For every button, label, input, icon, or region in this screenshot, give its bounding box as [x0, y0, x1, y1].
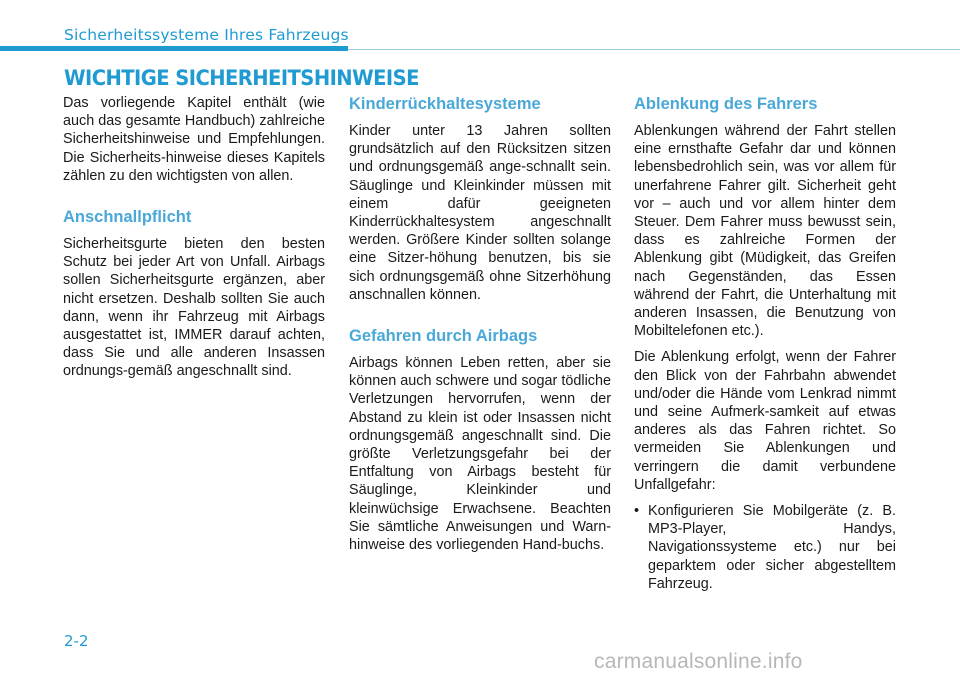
anschnallpflicht-paragraph: Sicherheitsgurte bieten den besten Schutz bei jeder Art von Unfall. Airbags sollen Sicherheitsgurte ergänzen, aber nicht ersetzen. Deshalb sollten Sie auch dann, wenn ihr Fahrzeug mit Airbags ausgestattet ist, IMMER darauf achten, dass Sie und alle anderen Insassen ordnungs-gemäß angeschnallt sind. [63, 236, 325, 380]
gefahren-airbags-paragraph: Airbags können Leben retten, aber sie können auch schwere und sogar tödliche Verletzungen hervorrufen, wenn der Abstand zu klein ist oder Insassen nicht ordnungsgemäß angeschnallt sind. Die größte Verletzungsgefahr bei der Entfaltung von Airbags besteht für Säuglinge, Kleinkinder und kleinwüchsige Erwachsene. Beachten Sie sämtliche Anweisungen und Warn-hinweise des vorliegenden Hand-buchs. [349, 355, 611, 554]
watermark: carmanualsonline.info [594, 650, 803, 673]
kinderrueckhaltesysteme-paragraph: Kinder unter 13 Jahren sollten grundsätzlich auf den Rücksitzen sitzen und ordnungsgemäß ange-schnallt sein. Säuglinge und Kleinkinder müssen mit einem dafür geeigneten Kinderrückhaltesystem angeschnallt werden. Größere Kinder sollten solange eine Sitzer-höhung benutzen, bis sie sich ordnungsgemäß ohne Sitzerhöhung anschnallen können. [349, 123, 611, 303]
heading-anschnallpflicht: Anschnallpflicht [63, 208, 192, 227]
main-heading: WICHTIGE SICHERHEITSHINWEISE [64, 66, 419, 90]
list-item-text: Konfigurieren Sie Mobilgeräte (z. B. MP3-Player, Handys, Navigationssysteme etc.) nur bei geparktem oder sicher abgestelltem Fahrzeug. [648, 503, 896, 592]
heading-gefahren-airbags: Gefahren durch Airbags [349, 327, 538, 346]
header-rule [0, 46, 348, 51]
page-number: 2-2 [64, 632, 89, 650]
heading-kinderrueckhaltesysteme: Kinderrückhaltesysteme [349, 95, 541, 113]
column-1 [63, 94, 325, 389]
list-item [634, 502, 896, 593]
intro-paragraph: Das vorliegende Kapitel enthält (wie auch das gesamte Handbuch) zahlreiche Sicherheitshinweise und Empfehlungen. Die Sicherheits-hinweise dieses Kapitels zählen zu den wichtigsten von allen. [63, 95, 325, 184]
column-3 [634, 94, 896, 593]
ablenkung-paragraph-2: Die Ablenkung erfolgt, wenn der Fahrer den Blick von der Fahrbahn abwendet und/oder die Hände vom Lenkrad nimmt und seine Aufmerk-samkeit auf etwas anderes als das Fahren richtet. So vermeiden Sie Ablenkungen und verringern die damit verbundene Unfallgefahr: [634, 349, 896, 493]
ablenkung-bullet-list [634, 502, 896, 593]
bullet-symbol: • [634, 503, 640, 520]
ablenkung-paragraph-1: Ablenkungen während der Fahrt stellen eine ernsthafte Gefahr dar und können lebensbedrohlich sein, was vor allem für unerfahrene Fahrer gilt. Sicherheit geht vor – auch und vor allem hinter dem Steuer. Dem Fahrer muss bewusst sein, dass es zahlreiche Formen der Ablenkung gibt (Müdigkeit, das Greifen nach Gegenständen, das Essen während der Fahrt, die Unterhaltung mit anderen Insassen, die Benutzung von Mobiltelefonen etc.). [634, 123, 896, 340]
header-rule-thin [348, 49, 960, 50]
heading-ablenkung: Ablenkung des Fahrers [634, 95, 818, 113]
section-header-title: Sicherheitssysteme Ihres Fahrzeugs [64, 26, 349, 44]
column-2 [349, 94, 611, 562]
